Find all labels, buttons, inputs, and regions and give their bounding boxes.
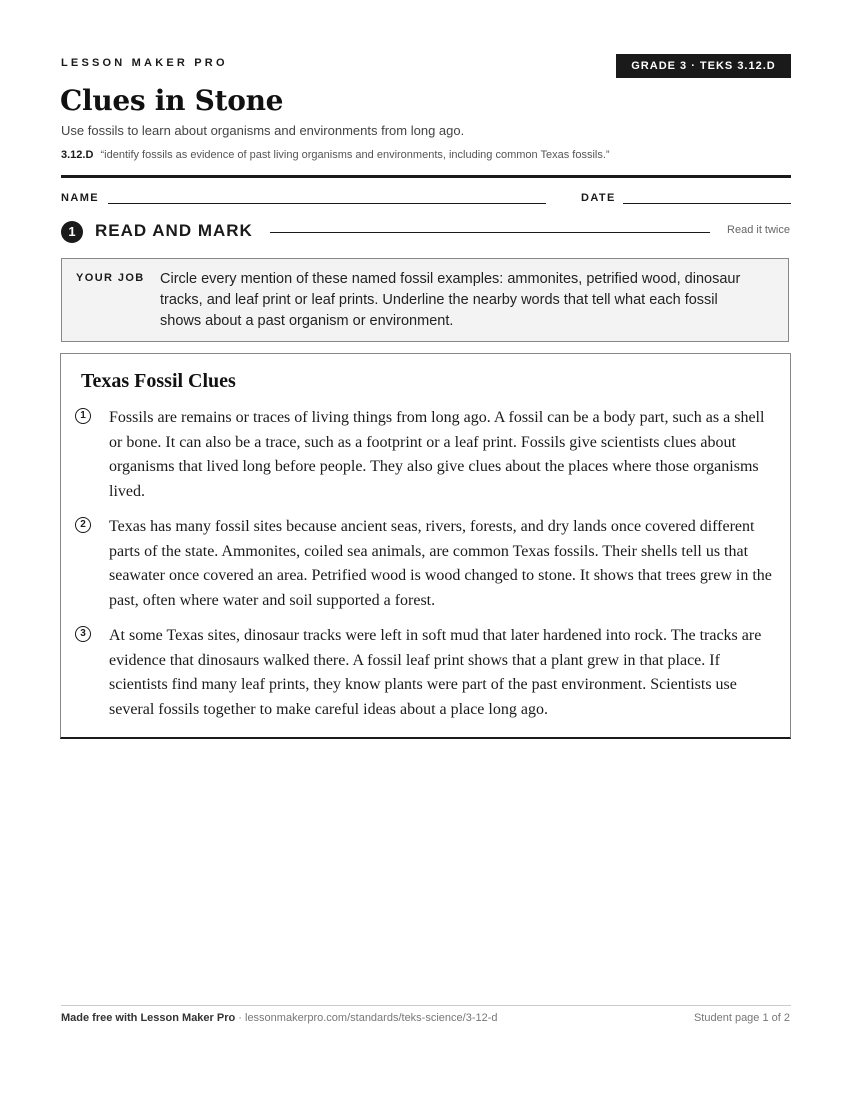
brand-name: LESSON MAKER PRO [61, 57, 228, 69]
footer-made-with: Made free with Lesson Maker Pro [61, 1012, 236, 1024]
paragraph-number: 3 [75, 626, 91, 642]
footer-url[interactable]: · lessonmakerpro.com/standards/teks-science/3-12-d [235, 1012, 498, 1024]
footer-divider [61, 1005, 791, 1006]
paragraph-number: 1 [75, 408, 91, 424]
section-divider [270, 232, 710, 233]
standard-code: 3.12.D [61, 149, 94, 161]
paragraph-text: At some Texas sites, dinosaur tracks were left in soft mud that later hardened into rock. The tracks are evidence that dinosaurs walked there. A fossil leaf print shows that a plant grew in that place. If scientists find many leaf prints, they know plants were part of the past environment. Scientists use several fossils together to make careful ideas about a place long ago. [109, 627, 762, 718]
page-subtitle: Use fossils to learn about organisms and environments from long ago. [61, 123, 465, 138]
paragraph-text: Texas has many fossil sites because ancient seas, rivers, forests, and dry lands once covered different parts of the state. Ammonites, coiled sea animals, are common Texas fossils. Their shells tell us that seawater once covered an area. Petrified wood is wood changed to stone. It shows that trees grew in the past, often where water and soil supported a forest. [109, 518, 772, 609]
job-text: Circle every mention of these named fossil examples: ammonites, petrified wood, dinosaur tracks, and leaf print or leaf prints. Underline the nearby words that tell what each fossil shows about a past organism or environment. [160, 271, 741, 329]
date-field[interactable] [623, 203, 791, 204]
section-note: Read it twice [727, 224, 790, 236]
grade-badge: GRADE 3 · TEKS 3.12.D [616, 54, 791, 78]
date-label: DATE [581, 192, 616, 204]
paragraph-text: Fossils are remains or traces of living things from long ago. A fossil can be a body part, such as a shell or bone. It can also be a trace, such as a footprint or a leaf print. Fossils give scientists clues about organisms that lived long before people. They also give clues about the places where those organisms lived. [109, 409, 765, 500]
paragraph-number: 2 [75, 517, 91, 533]
reading-passage [60, 353, 791, 739]
page-title: Clues in Stone [60, 84, 284, 117]
header-divider [61, 175, 791, 178]
section-title: READ AND MARK [95, 221, 253, 240]
footer-credit [61, 1012, 498, 1024]
job-instructions-box [61, 258, 789, 342]
standard-text: “identify fossils as evidence of past living organisms and environments, including common Texas fossils.” [100, 149, 610, 161]
section-number-badge: 1 [61, 221, 83, 243]
standard-line [61, 149, 610, 161]
passage-title: Texas Fossil Clues [81, 370, 236, 392]
job-label: YOUR JOB [76, 272, 145, 284]
name-field[interactable] [108, 203, 546, 204]
footer-page-number: Student page 1 of 2 [693, 1012, 790, 1024]
name-label: NAME [61, 192, 99, 204]
